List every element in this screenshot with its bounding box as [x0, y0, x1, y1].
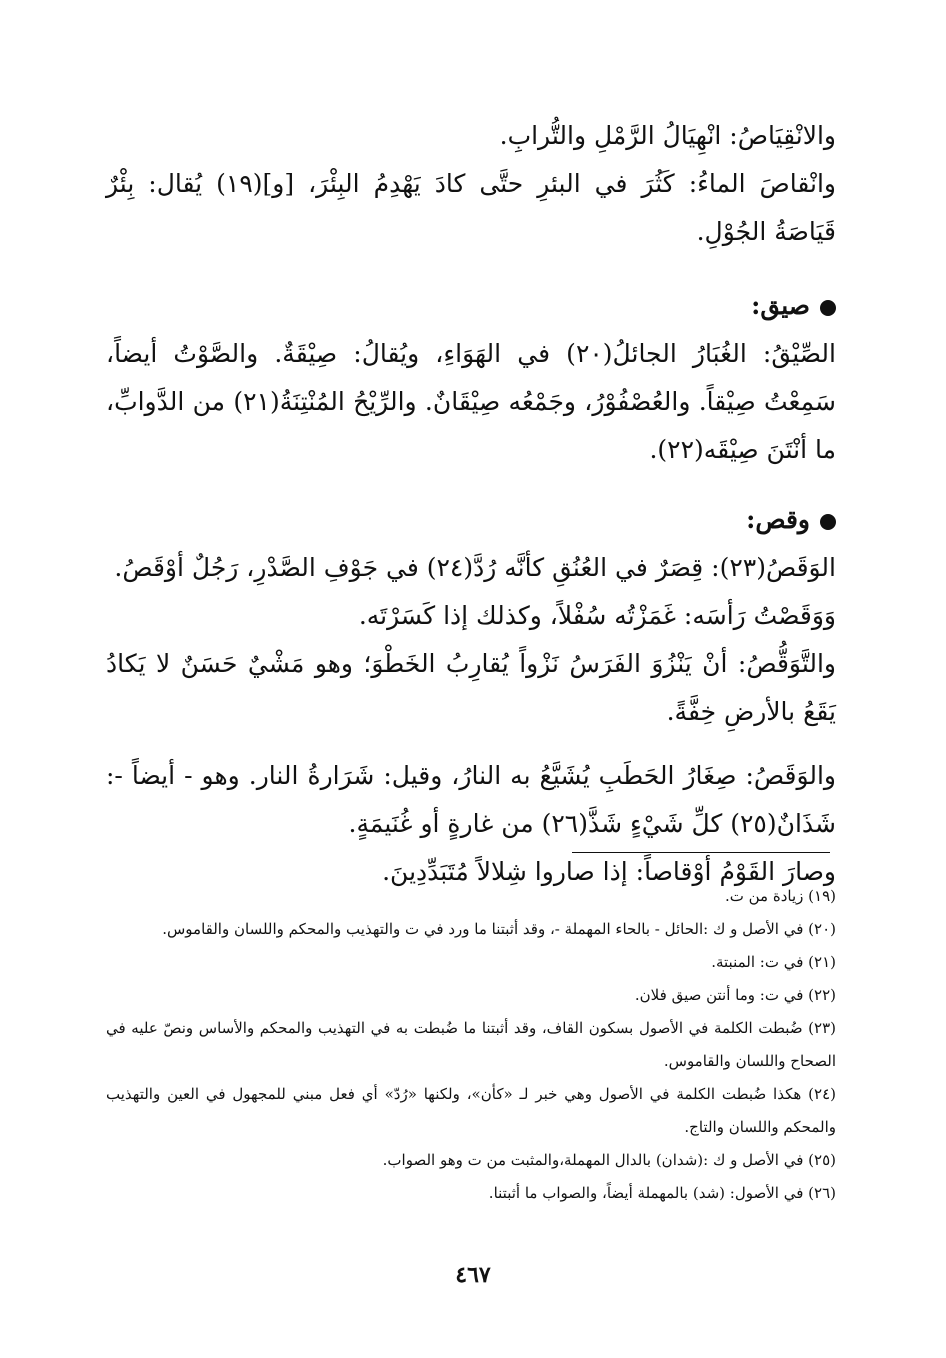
section-heading-waqs [106, 496, 836, 544]
section-title: وقص: [746, 505, 810, 534]
entry-waqastu: وَوَقَصْتُ رَأسَه: غَمَزْتُه سُفْلاً، وكذلك إذا كَسَرْتَه. [358, 601, 836, 630]
footnote-25: (٢٥) في الأصل و ك :(شدان) بالدال المهملة،والمثبت من ت وهو الصواب. [382, 1151, 836, 1169]
footnote-23: (٢٣) ضُبطت الكلمة في الأصول بسكون القاف، وقد أثبتنا ما ضُبطت به في التهذيب والمحكم والأساس ونصّ عليه في الصحاح واللسان والقاموس. [106, 1019, 836, 1070]
footnote-21: (٢١) في ت: المنبتة. [711, 953, 836, 971]
footnote-20: (٢٠) في الأصل و ك :الحائل - بالحاء المهملة -، وقد أثبتنا ما ورد في ت والتهذيب والمحكم واللسان والقاموس. [162, 920, 836, 938]
footnote-22: (٢٢) في ت: وما أنتن صيق فلان. [634, 986, 836, 1004]
bullet-icon [820, 514, 836, 530]
entry-waqas: الوَقَصُ(٢٣): قِصَرٌ في العُنُقِ كأنَّه رُدَّ(٢٤) في جَوْفِ الصَّدْرِ، رَجُلٌ أوْقَصُ. [114, 553, 836, 582]
section-heading-sayq [106, 282, 836, 330]
page-number: ٤٦٧ [455, 1262, 491, 1288]
footnotes [106, 880, 836, 1210]
entry-inqas-water: وانْقاصَ الماءُ: كَثُرَ في البئرِ حتَّى كادَ يَهْدِمُ البِئْرَ، [و](١٩) يُقال: بِئْرٌ قَيَاصَةُ الجُوْلِ. [106, 169, 836, 246]
entry-awqas: وصارَ القَوْمُ أوْقاصاً: إذا صاروا شِلالاً مُتَبَدِّدِينَ. [382, 857, 836, 886]
entry-waqas-firewood: والوَقَصُ: صِغَارُ الحَطَبِ يُشَيَّعُ به النارُ، وقيل: شَرَارةُ النار. وهو - أيضاً -: شَذَانٌ(٢٥) كلِّ شَيْءٍ شَذَّ(٢٦) من غارةٍ أو غُنَيمَةٍ. [106, 761, 836, 838]
entry-tawaqqus: والتَّوَقُّصُ: أنْ يَنْزُوَ الفَرَسُ نَزْواً يُقارِبُ الخَطْوَ؛ وهو مَشْيٌ حَسَنٌ لا يَكادُ يَقَعُ بالأرضِ خِفَّةً. [106, 649, 836, 726]
section-title: صيق: [751, 291, 810, 320]
footnote-divider [572, 852, 830, 853]
bullet-icon [820, 300, 836, 316]
entry-inqiyas: والانْقِيَاصُ: انْهِيَالُ الرَّمْلِ والتُّرابِ. [499, 121, 836, 150]
footnote-19: (١٩) زيادة من ت. [724, 887, 836, 905]
main-text [106, 112, 836, 896]
entry-sayq: الصِّيْقُ: الغُبَارُ الجائلُ(٢٠) في الهَوَاءِ، ويُقالُ: صِيْقَةٌ. والصَّوْتُ أيضاً، سَمِعْتُ صِيْقاً. والعُصْفُوْرُ، وجَمْعُه صِيْقَانٌ. والرِّيْحُ المُنْتِنَةُ(٢١) من الدَّوابِّ، ما أنْتَنَ صِيْقَه(٢٢). [106, 339, 836, 464]
footnote-26: (٢٦) في الأصول: (شد) بالمهملة أيضاً، والصواب ما أثبتنا. [488, 1184, 836, 1202]
footnote-24: (٢٤) هكذا ضُبطت الكلمة في الأصول وهي خبر لـ «كأن»، ولكنها «رُدّ» أي فعل مبني للمجهول في العين والتهذيب والمحكم واللسان والتاج. [106, 1085, 836, 1136]
